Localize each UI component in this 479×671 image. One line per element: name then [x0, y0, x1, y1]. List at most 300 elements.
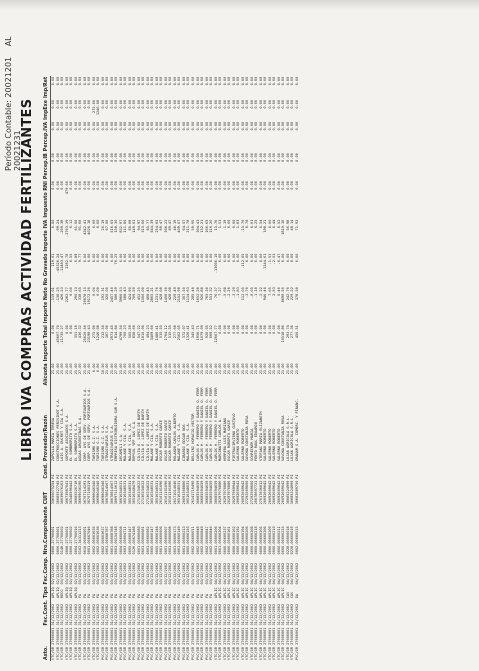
table-cell: 0.00 — [181, 253, 186, 263]
table-cell: VTC/GR 27600001 — [263, 627, 268, 660]
table-cell: 59.95 — [190, 219, 195, 231]
table-cell: 0.00 — [245, 325, 250, 334]
table-cell: 0000-27700002 — [69, 526, 74, 555]
table-cell: 0.00 — [186, 121, 191, 131]
table-cell: 0.00 — [96, 219, 101, 229]
table-cell: 21.00 — [285, 363, 290, 375]
table-cell: 2457.40 — [109, 287, 114, 303]
table-cell: 21.00 — [272, 363, 277, 375]
table-cell: RI — [227, 474, 232, 479]
table-cell: LUJAN AGRICOLA S.R.L. — [285, 415, 290, 462]
table-cell: 0010-00000001 — [82, 526, 87, 555]
table-cell: STEFANI MARIA ELIZABETH — [258, 411, 263, 462]
table-cell: 0.00 — [285, 153, 290, 162]
table-cell: RI — [109, 474, 114, 479]
table-cell: 0003-00004711 — [123, 526, 128, 555]
table-cell: APLIC — [254, 587, 259, 599]
table-cell: 1326.41 — [186, 325, 191, 341]
table-cell: 0.00 — [51, 153, 55, 162]
table-cell: 0.00 — [218, 76, 223, 86]
table-cell: 30516348531 — [127, 480, 132, 505]
table-cell: 0005-00000148 — [154, 526, 159, 555]
table-cell: 0.00 — [177, 121, 182, 131]
table-cell: 765.30 — [204, 287, 209, 301]
table-cell: 0.00 — [218, 253, 223, 263]
table-cell: 0000-00000192 — [236, 526, 241, 555]
table-cell: SALERNO ROBERTO — [263, 428, 268, 462]
table-cell: 0.00 — [87, 181, 92, 190]
table-cell: 1956.71 — [195, 325, 200, 341]
table-cell: 0.00 — [78, 121, 83, 131]
table-cell: 0.00 — [154, 99, 159, 109]
table-cell: 20297969944 — [231, 480, 236, 505]
table-cell: 0.00 — [154, 121, 159, 131]
table-cell: RI — [181, 474, 186, 479]
table-cell: 0.00 — [141, 253, 146, 263]
table-cell: 0.00 — [195, 181, 200, 190]
table-cell: 31/12/2002 — [123, 603, 128, 626]
table-cell: 0.00 — [78, 99, 83, 109]
table-cell: 1815.00 — [141, 325, 146, 341]
table-cell: 27292569600 — [249, 480, 254, 505]
table-cell: RI — [105, 474, 110, 479]
table-cell: 0.00 — [109, 76, 114, 86]
table-cell: 03/12/2002 — [172, 562, 177, 585]
table-cell: 0.00 — [118, 181, 123, 190]
table-cell: 0.00 — [222, 253, 227, 263]
table-cell: 0.00 — [172, 121, 177, 131]
table-cell: SILVIA E. LOPEZ DE BARTH — [145, 409, 150, 462]
table-cell: 70.25 — [114, 253, 119, 265]
table-cell: 85.77 — [145, 219, 150, 231]
table-cell: 0004-00000008 — [118, 526, 123, 555]
table-cell: 48.14 — [290, 219, 295, 231]
table-cell: 0.00 — [186, 181, 191, 190]
table-cell: 0.00 — [132, 253, 137, 263]
table-cell: VTC/GR 27600001 — [60, 627, 65, 660]
table-cell: 31/12/2002 — [64, 603, 69, 626]
table-cell: 409.07 — [177, 219, 182, 233]
table-cell: 0.00 — [276, 153, 281, 162]
table-cell: 0.00 — [168, 76, 173, 86]
table-cell: 0.00 — [60, 153, 65, 162]
table-cell: 2865.21 — [150, 287, 155, 303]
table-cell: 04/12/2002 — [290, 562, 295, 585]
table-cell: 21.00 — [64, 363, 69, 375]
table-cell: 0001-00000006 — [159, 526, 164, 555]
table-cell: 0.00 — [177, 153, 182, 162]
table-cell: 0.00 — [186, 153, 191, 162]
table-cell: PVC/GR 27600001 — [118, 627, 123, 660]
table-cell: 0.00 — [213, 121, 218, 131]
table-cell: 0.00 — [249, 153, 254, 162]
table-cell: PVC/GR 27600001 — [181, 627, 186, 660]
table-cell: FA — [127, 593, 132, 599]
table-cell: 0.00 — [51, 219, 55, 229]
table-cell: PIETRAVIRVIENO GUSTAVO — [231, 413, 236, 462]
table-cell: 0.00 — [272, 99, 277, 109]
table-cell: 0.00 — [132, 121, 137, 131]
table-cell: 320.00 — [105, 287, 110, 301]
table-cell: 0.00 — [132, 181, 137, 190]
table-cell: 0.00 — [181, 76, 186, 86]
table-cell: 0.00 — [276, 99, 281, 109]
table-cell: RI — [231, 474, 236, 479]
table-cell: 0.00 — [159, 181, 164, 190]
table-cell: 0.00 — [109, 153, 114, 162]
table-cell: 31/12/2002 — [195, 603, 200, 626]
table-cell: VTC/GR 27600001 — [281, 627, 286, 660]
table-cell: RI — [127, 474, 132, 479]
table-cell: 0.00 — [64, 99, 69, 109]
table-cell: 0.00 — [123, 76, 128, 86]
table-cell: 2973.45 — [109, 325, 114, 341]
table-cell: 0.00 — [150, 121, 155, 131]
table-cell: PVC/GR 27600001 — [200, 627, 205, 660]
table-cell: 0.00 — [209, 99, 214, 109]
table-cell: 21.00 — [249, 363, 254, 375]
table-cell: 0.00 — [141, 99, 146, 109]
table-cell: RI — [123, 474, 128, 479]
table-cell: 0.00 — [213, 181, 218, 190]
column-header: Cond. — [44, 463, 49, 479]
table-cell: FA — [159, 593, 164, 599]
table-cell: 31/12/2002 — [236, 603, 241, 626]
table-cell: 31/12/2002 — [240, 603, 245, 626]
table-cell: RI — [136, 474, 141, 479]
table-cell: SALERNO ROBERTO — [236, 428, 241, 462]
table-cell: FA — [114, 593, 119, 599]
table-cell: 31/12/2002 — [163, 603, 168, 626]
table-cell: 0.78 — [245, 219, 250, 229]
table-cell: 0.00 — [181, 181, 186, 190]
table-cell: 0.00 — [290, 76, 295, 86]
table-cell: 0001-00000204 — [218, 526, 223, 555]
table-cell: 515.55 — [159, 325, 164, 339]
table-cell: 0.00 — [69, 287, 74, 296]
table-cell: 21.00 — [141, 363, 146, 375]
table-cell: 0.00 — [213, 153, 218, 162]
table-cell: 0.00 — [172, 99, 177, 109]
table-cell: 33650075254 — [51, 480, 55, 505]
table-cell: 21.00 — [172, 363, 177, 375]
table-cell: 0.00 — [240, 181, 245, 190]
table-cell: 21.00 — [263, 363, 268, 375]
table-cell: PENTO RAUL EDUARDO — [254, 422, 259, 462]
column-header: Importe IVA — [44, 219, 49, 252]
table-cell: 0.00 — [168, 121, 173, 131]
table-cell: 1246.08 — [96, 325, 101, 341]
table-cell: 0.00 — [100, 76, 105, 86]
table-cell: 27136334022 — [136, 480, 141, 505]
table-cell: 152.21 — [200, 219, 205, 233]
table-cell: 0001-00000008 — [168, 526, 173, 555]
table-cell: 0.00 — [91, 76, 96, 86]
table-cell: 111.80 — [123, 219, 128, 233]
table-cell: 0.00 — [123, 99, 128, 109]
column-header: Fec.Comp. — [44, 556, 49, 585]
table-cell: 0.00 — [87, 153, 92, 162]
table-cell: 0.00 — [186, 76, 191, 86]
table-cell: OSCAR ROBERTO GARCE — [163, 419, 168, 462]
table-cell: 15.76 — [213, 219, 218, 231]
table-cell: 03/12/2002 — [168, 562, 173, 585]
table-cell: FA — [172, 593, 177, 599]
table-cell: MARCONATTI CARLOS A. — [218, 417, 223, 462]
table-cell: 0.00 — [281, 181, 286, 190]
table-cell: 0.00 — [245, 153, 250, 162]
table-cell: 0148-27700002 — [60, 526, 65, 555]
table-cell: 0.00 — [127, 76, 132, 86]
table-cell: 0.00 — [154, 253, 159, 263]
table-cell: 0.00 — [231, 121, 236, 131]
table-cell: 0.00 — [294, 99, 299, 109]
table-cell: CORP. AYS DE SERV. PORTUARIOS S.A. — [87, 387, 92, 462]
table-cell: 0003-00154748 — [114, 526, 119, 555]
table-cell: 0.00 — [222, 325, 227, 334]
table-cell: 1246.08 — [96, 99, 101, 116]
table-cell: MALANE Y CIA. S.A. — [150, 422, 155, 462]
table-cell: 0.00 — [150, 253, 155, 263]
table-cell: 0.00 — [145, 253, 150, 263]
table-cell: RI — [141, 474, 146, 479]
table-cell: 8699.56 — [281, 287, 286, 303]
table-cell: 20171014046 — [172, 480, 177, 505]
table-cell: 0.00 — [163, 121, 168, 131]
table-cell: 0.00 — [254, 121, 259, 131]
table-cell: 0.00 — [136, 76, 141, 86]
table-cell: 0.00 — [163, 253, 168, 263]
table-cell: 0.00 — [78, 181, 83, 190]
table-cell: 30516348479 — [132, 480, 137, 505]
table-cell: DECAMILI S.A. — [118, 432, 123, 462]
table-cell: VTC/GR 27600001 — [73, 627, 78, 660]
table-cell: 20092609642 — [267, 480, 272, 505]
table-cell: 0.00 — [195, 121, 200, 131]
table-cell: 1.83 — [236, 219, 241, 229]
table-cell: SALERNO ROBERTO — [240, 428, 245, 462]
table-cell: 0.00 — [195, 99, 200, 109]
table-cell: RI — [240, 474, 245, 479]
table-cell: RI — [245, 474, 250, 479]
table-cell: 0.00 — [204, 99, 209, 109]
table-cell: 0.00 — [69, 153, 74, 162]
table-cell: VTC/GR 27600001 — [78, 627, 83, 660]
table-cell: 0.00 — [258, 325, 263, 334]
table-cell: PVC/GR 27600001 — [145, 627, 150, 660]
table-cell: 1079.09 — [200, 325, 205, 341]
table-cell: 0.00 — [186, 99, 191, 109]
table-cell: 0.00 — [294, 181, 299, 190]
table-cell: OSCAR ROBERTO GARCE — [227, 419, 232, 462]
table-cell: 03/12/2002 — [60, 562, 65, 585]
table-cell: 1458.30 — [163, 287, 168, 303]
table-cell: 21.00 — [51, 363, 55, 375]
table-cell: 30682689750 — [294, 480, 299, 505]
table-cell: 64.57 — [181, 219, 186, 231]
table-cell: 0.00 — [109, 181, 114, 190]
table-cell: 0.00 — [109, 99, 114, 109]
table-cell: 0.00 — [172, 76, 177, 86]
table-cell: TURISMO G.Z. S.A. — [96, 424, 101, 462]
table-cell: 30616348531 — [118, 480, 123, 505]
table-cell: 0.00 — [258, 121, 263, 131]
table-cell: 0.00 — [231, 181, 236, 190]
table-cell: 0.00 — [105, 99, 110, 109]
table-cell: 0.00 — [60, 121, 65, 131]
table-cell: 0.00 — [222, 99, 227, 109]
table-cell: 0.00 — [123, 153, 128, 162]
table-cell: 20092609642 — [236, 480, 241, 505]
table-cell: 0.00 — [281, 253, 286, 263]
table-cell: 0.00 — [254, 325, 259, 334]
table-cell: RI — [163, 474, 168, 479]
column-header: Importe Neto — [44, 287, 49, 324]
table-cell: FA — [168, 593, 173, 599]
table-cell: 0.00 — [150, 181, 155, 190]
table-cell: 0.00 — [69, 325, 74, 334]
table-cell: 0.00 — [231, 99, 236, 109]
table-cell: 0.00 — [159, 76, 164, 86]
table-cell: 03/12/2002 — [123, 562, 128, 585]
table-cell: RI — [263, 474, 268, 479]
table-cell: -5.68 — [222, 287, 227, 299]
table-cell: PVC/GR 27600001 — [105, 627, 110, 660]
table-cell: 0002-00003636 — [96, 526, 101, 555]
table-cell: RI — [290, 474, 295, 479]
table-cell: 0.00 — [96, 181, 101, 190]
table-cell: 0.00 — [190, 181, 195, 190]
table-cell: 0.00 — [136, 99, 141, 109]
table-cell: 0.00 — [240, 153, 245, 162]
table-cell: RI — [159, 474, 164, 479]
table-cell: 0001-00000206 — [213, 526, 218, 555]
table-cell: 0102-34311213 — [78, 526, 83, 555]
table-cell: -12607.77 — [213, 325, 218, 345]
table-cell: 0000-00000210 — [272, 526, 277, 555]
table-cell: 03/12/2002 — [200, 562, 205, 585]
table-cell: 0000-00000206 — [263, 526, 268, 555]
table-cell: VTC/GR 27600001 — [276, 627, 281, 660]
table-cell: 04/12/2002 — [294, 562, 299, 585]
table-cell: 0.00 — [82, 181, 87, 190]
table-cell: 0.00 — [163, 153, 168, 162]
table-cell: 0.00 — [123, 121, 128, 131]
table-cell: PVC/GR 27600001 — [177, 627, 182, 660]
table-cell: 306.22 — [163, 219, 168, 233]
table-cell: 1.53 — [218, 219, 223, 229]
table-cell: -0.89 — [73, 253, 78, 265]
table-cell: 21.00 — [254, 363, 259, 375]
table-cell: CAV — [290, 591, 295, 599]
table-cell: APLIC — [276, 587, 281, 599]
table-cell: 04/12/2002 — [272, 562, 277, 585]
table-cell: 0.00 — [55, 99, 60, 109]
table-cell: 31/12/2002 — [109, 603, 114, 626]
table-cell: APLIC — [236, 587, 241, 599]
table-cell: -2.22 — [258, 287, 263, 299]
table-cell: 0.44 — [272, 219, 277, 229]
table-cell: 0.00 — [209, 253, 214, 263]
table-cell: FA — [78, 593, 83, 599]
table-cell: 0.00 — [249, 76, 254, 86]
table-cell: 0001-00008788 — [109, 526, 114, 555]
table-cell: 03/12/2002 — [132, 562, 137, 585]
table-cell: LUIS A. DUCRET Y CIA S.A. — [60, 406, 65, 462]
table-cell: 31/12/2002 — [159, 603, 164, 626]
table-cell: 0.00 — [73, 181, 78, 190]
table-cell: 0.00 — [285, 253, 290, 263]
table-cell: FA — [163, 593, 168, 599]
table-cell: 02/12/2002 — [55, 562, 60, 585]
table-cell: 0.00 — [82, 99, 87, 109]
table-cell: 2152.98 — [177, 287, 182, 303]
table-cell: -0.47 — [276, 253, 281, 265]
table-cell: 0000-00000215 — [281, 526, 286, 555]
table-cell: 03/12/2002 — [181, 562, 186, 585]
table-cell: APLIQ — [51, 587, 55, 599]
table-cell: 0.00 — [55, 181, 60, 190]
table-cell: RI — [82, 474, 87, 479]
table-cell: 0.00 — [267, 181, 272, 190]
table-cell: 30707114191 — [82, 480, 87, 505]
table-cell: VTC/GR 27600001 — [227, 627, 232, 660]
table-cell: 21.00 — [105, 363, 110, 375]
table-cell: 20092609642 — [272, 480, 277, 505]
table-cell: 0.00 — [168, 181, 173, 190]
table-cell: 20297970886 — [222, 480, 227, 505]
table-cell: 0.00 — [236, 181, 241, 190]
table-cell: 04/12/2002 — [245, 562, 250, 585]
table-cell: 0001-00000080 — [136, 526, 141, 555]
table-cell: 0.00 — [136, 181, 141, 190]
table-cell: FA — [132, 593, 137, 599]
table-cell: 424.90 — [127, 287, 132, 301]
table-cell: -138.25 — [55, 287, 60, 303]
table-cell: RI — [132, 474, 137, 479]
table-cell: 0.00 — [91, 153, 96, 162]
table-cell: 04/12/2002 — [254, 562, 259, 585]
table-cell: 03/12/2002 — [209, 562, 214, 585]
table-cell: FA — [145, 593, 150, 599]
table-cell: 21.00 — [60, 363, 65, 375]
table-cell: RI — [118, 474, 123, 479]
table-cell: 0.00 — [181, 121, 186, 131]
table-cell: -45607.70 — [55, 325, 60, 345]
table-cell: 0.00 — [177, 181, 182, 190]
table-cell: 0.00 — [254, 76, 259, 86]
table-cell: 0002-00000849 — [200, 526, 205, 555]
table-cell: 0002-00000846 — [209, 526, 214, 555]
table-cell: 0.00 — [141, 121, 146, 131]
table-cell: 0.00 — [218, 99, 223, 109]
table-cell: 119.01 — [51, 253, 55, 267]
period-info — [4, 0, 22, 171]
table-cell: ZAPOLLA MARIA TERESA — [51, 417, 55, 462]
table-cell: RI — [204, 474, 209, 479]
table-cell: 0.00 — [177, 253, 182, 263]
table-cell: 31/12/2002 — [209, 603, 214, 626]
table-cell: 0.00 — [200, 253, 205, 263]
table-cell: 21.00 — [276, 363, 281, 375]
table-cell: 03/12/2002 — [87, 562, 92, 585]
table-cell: 0000-00000211 — [276, 526, 281, 555]
table-cell: 21.00 — [168, 363, 173, 375]
table-cell: 315.00 — [141, 219, 146, 233]
table-cell: 254.65 — [154, 219, 159, 233]
table-cell: 31/12/2002 — [222, 603, 227, 626]
table-cell: 30516348531 — [150, 480, 155, 505]
